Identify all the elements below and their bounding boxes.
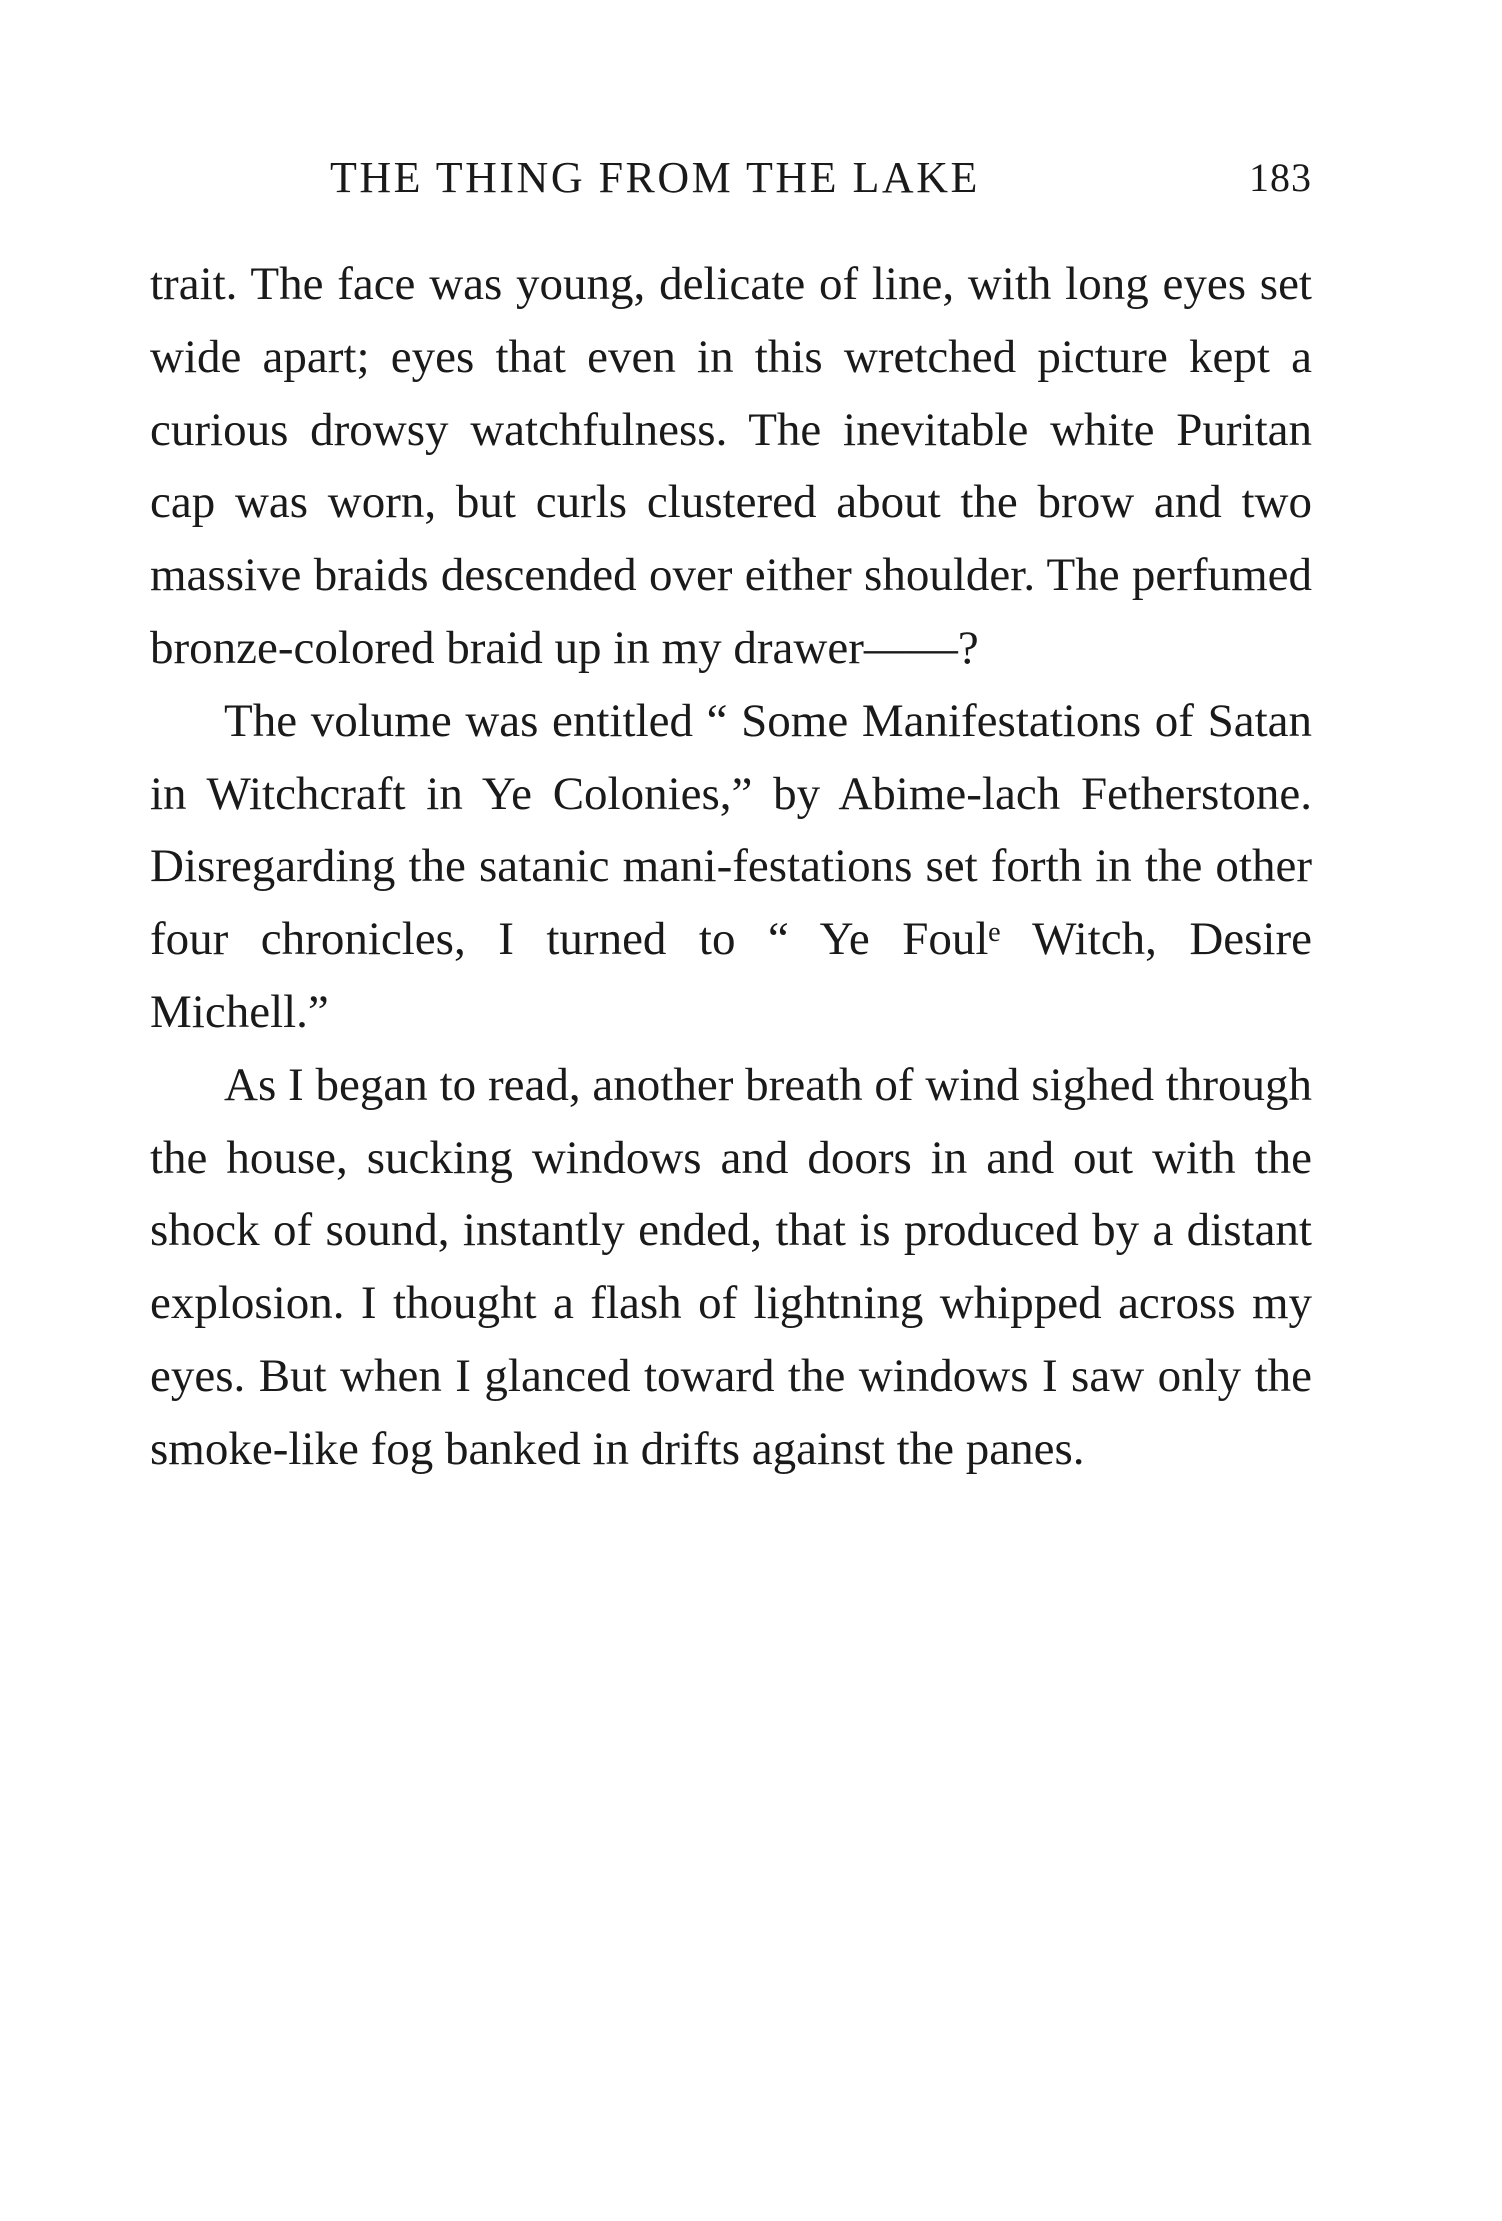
paragraph-continued: trait. The face was young, delicate of line, with long eyes set wide apart; eyes that even in this wretched picture kept a curious drowsy watchfulness. The inevitable white Puritan cap was worn, but curls clustered about the brow and two massive braids descended over either shoulder. The perfumed bronze-colored braid up in my drawer——? — [150, 258, 1312, 674]
body-text — [150, 248, 1312, 1486]
paragraph: As I began to read, another breath of wind sighed through the house, sucking windows and doors in and out with the shock of sound, instantly ended, that is produced by a distant explosion. I thought a flash of lightning whipped across my eyes. But when I glanced toward the windows I saw only the smoke-like fog banked in drifts against the panes. — [150, 1058, 1312, 1475]
running-title: THE THING FROM THE LAKE — [330, 153, 980, 202]
running-header — [150, 148, 1312, 208]
page-number: 183 — [1249, 155, 1312, 200]
paragraph: The volume was entitled “ Some Manifestations of Satan in Witchcraft in Ye Colonies,” by Abime-lach Fetherstone. Disregarding the satanic mani-festations set forth in the other four chronicles, I turned to “ Ye Foulᵉ Witch, Desire Michell.” — [150, 694, 1312, 1038]
